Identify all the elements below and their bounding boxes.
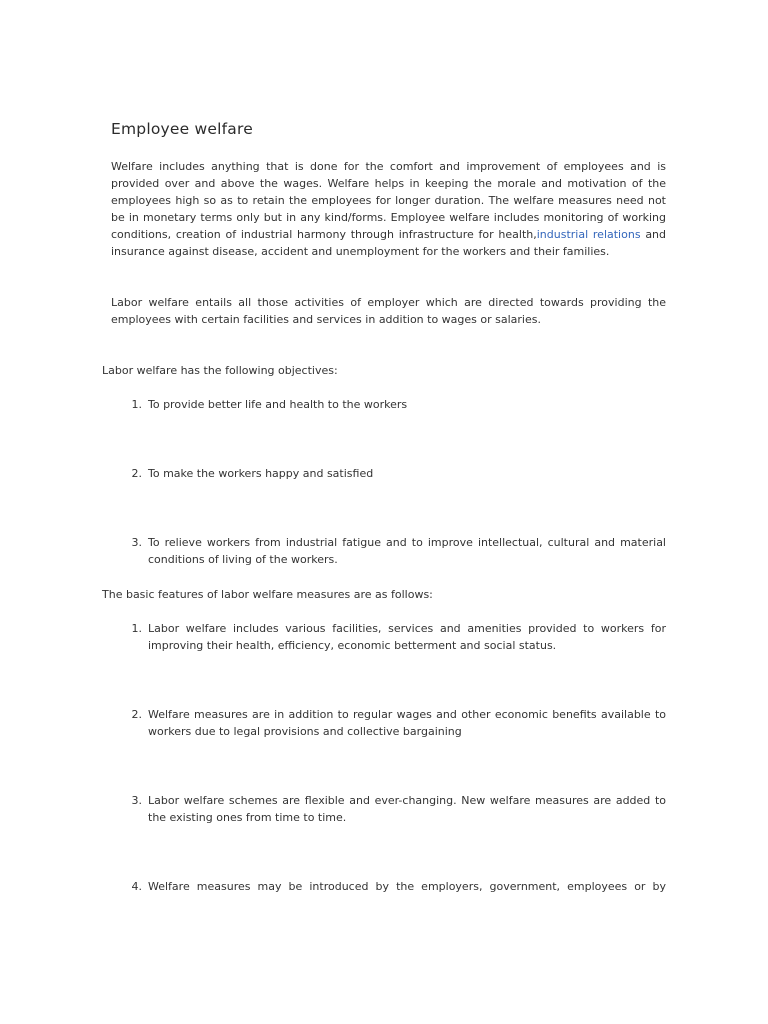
paragraph-text-continued: and insurance against disease, accident and unemployment for the workers and their families. xyxy=(111,227,667,258)
list-item-text: Welfare measures may be introduced by the employers, government, employees or by xyxy=(148,880,666,893)
list-item-text: Labor welfare schemes are flexible and ever-changing. New welfare measures are added to the existing ones from time to time. xyxy=(148,794,666,824)
list-item-text: To relieve workers from industrial fatigue and to improve intellectual, cultural and material conditions of living of the workers. xyxy=(148,536,666,566)
objectives-intro: Labor welfare has the following objectives: xyxy=(102,364,338,377)
page-title: Employee welfare xyxy=(111,120,253,138)
list-number: 1. xyxy=(131,398,142,411)
list-number: 2. xyxy=(131,708,142,721)
objective-item-3 xyxy=(120,535,666,569)
list-number: 3. xyxy=(131,794,142,807)
objective-item-1 xyxy=(120,397,666,414)
list-item-text: To make the workers happy and satisfied xyxy=(148,467,374,480)
list-number: 3. xyxy=(131,536,142,549)
feature-item-2 xyxy=(120,707,666,741)
paragraph-text: Welfare includes anything that is done for the comfort and improvement of employees and is provided over and above the wages. Welfare helps in keeping the morale and motivation of the employees high so as to retain the employees for longer duration. The welfare measures need not be in monetary terms only but in any kind/forms. Employee welfare includes monitoring of working conditions, creation of industrial harmony through infrastructure for health, xyxy=(111,160,666,241)
feature-item-3 xyxy=(120,793,666,827)
industrial-relations-link[interactable]: industrial relations xyxy=(536,227,641,241)
objective-item-2 xyxy=(120,466,666,483)
features-intro: The basic features of labor welfare measures are as follows: xyxy=(102,588,433,601)
list-item-text: Welfare measures are in addition to regular wages and other economic benefits available to workers due to legal provisions and collective bargaining xyxy=(148,708,666,738)
list-number: 1. xyxy=(131,622,142,635)
feature-item-4 xyxy=(120,879,666,896)
list-item-text: Labor welfare includes various facilities, services and amenities provided to workers for improving their health, efficiency, economic betterment and social status. xyxy=(148,622,666,652)
list-number: 2. xyxy=(131,467,142,480)
list-number: 4. xyxy=(131,880,142,893)
labor-welfare-paragraph: Labor welfare entails all those activities of employer which are directed towards providing the employees with certain facilities and services in addition to wages or salaries. xyxy=(111,296,666,326)
welfare-definition-paragraph xyxy=(111,159,666,260)
list-item-text: To provide better life and health to the workers xyxy=(148,398,408,411)
feature-item-1 xyxy=(120,621,666,655)
